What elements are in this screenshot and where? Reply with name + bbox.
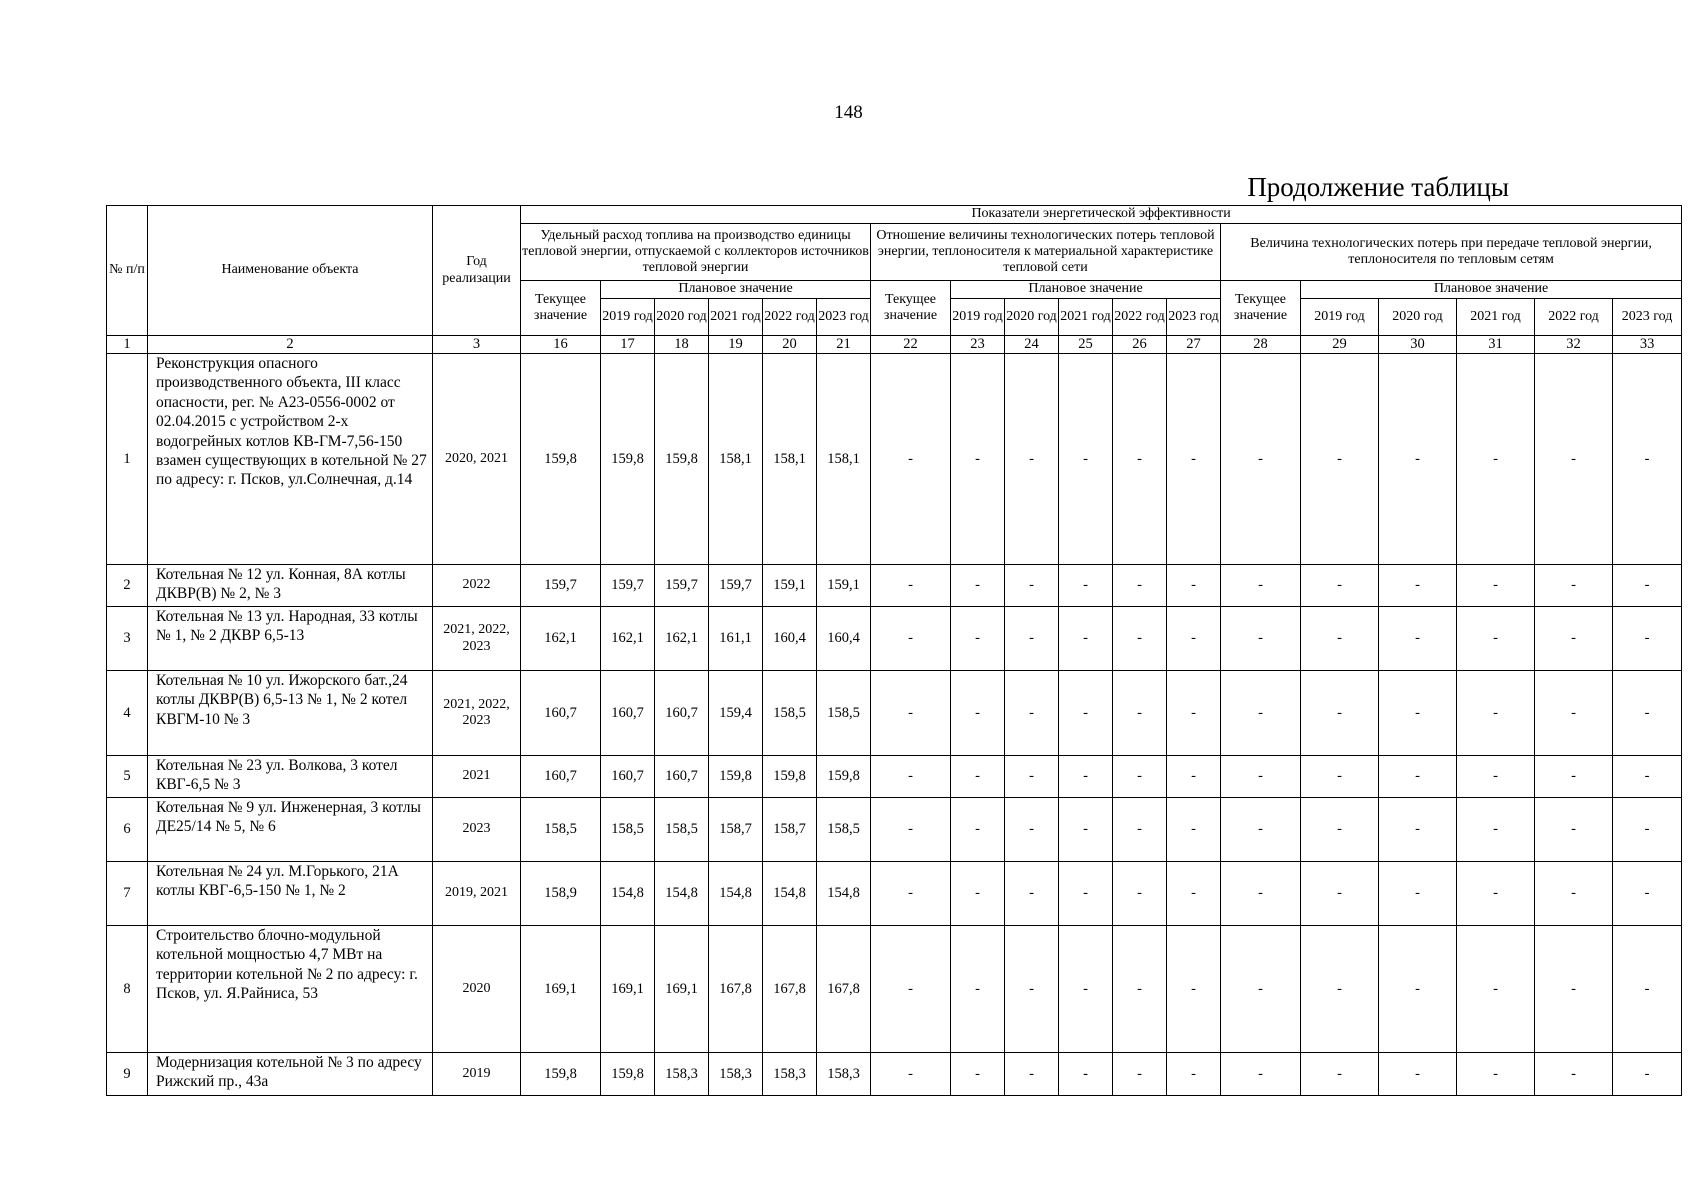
table-body	[107, 206, 1682, 1096]
column-number: 1	[107, 336, 148, 354]
indicator-value: 158,7	[763, 798, 817, 862]
indicator-value: -	[1167, 1053, 1221, 1096]
indicator-value: -	[871, 354, 951, 565]
indicator-value: -	[1613, 1053, 1682, 1096]
implementation-year: 2021, 2022, 2023	[433, 607, 521, 671]
header-fuel-consumption: Удельный расход топлива на производство единицы тепловой энергии, отпускаемой с коллекторов источников тепловой энергии	[521, 224, 871, 281]
indicator-value: -	[951, 798, 1005, 862]
indicator-value: -	[1113, 671, 1167, 756]
indicator-value: -	[1221, 1053, 1301, 1096]
indicator-value: -	[1167, 354, 1221, 565]
indicator-value: -	[1535, 671, 1613, 756]
header-planned-1: Плановое значение	[601, 281, 871, 299]
indicator-value: -	[1301, 671, 1379, 756]
column-number: 27	[1167, 336, 1221, 354]
indicator-value: 154,8	[601, 862, 655, 926]
indicator-value: -	[1113, 926, 1167, 1053]
indicator-value: 159,1	[763, 565, 817, 607]
indicator-value: -	[1535, 607, 1613, 671]
indicator-value: -	[1457, 607, 1535, 671]
column-number: 20	[763, 336, 817, 354]
indicator-value: -	[1167, 798, 1221, 862]
indicator-value: 158,3	[655, 1053, 709, 1096]
header-year-2023: 2023 год	[817, 299, 871, 336]
indicator-value: 162,1	[655, 607, 709, 671]
indicator-value: 158,5	[817, 671, 871, 756]
implementation-year: 2023	[433, 798, 521, 862]
indicator-value: -	[1005, 565, 1059, 607]
column-number: 30	[1379, 336, 1457, 354]
indicator-value: 167,8	[817, 926, 871, 1053]
header-current-2: Текущее значение	[871, 281, 951, 336]
implementation-year: 2022	[433, 565, 521, 607]
row-number: 8	[107, 926, 148, 1053]
column-number: 25	[1059, 336, 1113, 354]
column-number: 23	[951, 336, 1005, 354]
indicator-value: 158,5	[763, 671, 817, 756]
indicator-value: -	[1113, 607, 1167, 671]
indicator-value: -	[1167, 607, 1221, 671]
indicator-value: -	[1457, 926, 1535, 1053]
indicator-value: 159,8	[521, 354, 601, 565]
indicator-value: -	[1059, 862, 1113, 926]
indicator-value: 159,8	[601, 1053, 655, 1096]
indicator-value: 159,7	[521, 565, 601, 607]
indicator-value: -	[1059, 798, 1113, 862]
indicator-value: -	[1005, 756, 1059, 798]
indicator-value: -	[1005, 671, 1059, 756]
indicator-value: -	[1379, 862, 1457, 926]
implementation-year: 2019, 2021	[433, 862, 521, 926]
indicator-value: -	[1301, 756, 1379, 798]
row-number: 3	[107, 607, 148, 671]
implementation-year: 2019	[433, 1053, 521, 1096]
indicator-value: -	[1457, 354, 1535, 565]
header-current-3: Текущее значение	[1221, 281, 1301, 336]
indicator-value: -	[951, 756, 1005, 798]
header-num: № п/п	[107, 206, 148, 336]
table-row	[107, 354, 1682, 565]
object-name: Котельная № 13 ул. Народная, 33 котлы № 1, № 2 ДКВР 6,5-13	[148, 607, 433, 671]
indicator-value: 159,1	[817, 565, 871, 607]
header-year-2023: 2023 год	[1613, 299, 1682, 336]
indicator-value: -	[1221, 756, 1301, 798]
indicator-value: -	[1301, 1053, 1379, 1096]
indicator-value: -	[1221, 926, 1301, 1053]
indicator-value: 160,7	[601, 756, 655, 798]
indicator-value: 159,7	[655, 565, 709, 607]
indicator-value: -	[871, 607, 951, 671]
header-year-2022: 2022 год	[1113, 299, 1167, 336]
indicator-value: 160,4	[817, 607, 871, 671]
indicator-value: -	[871, 862, 951, 926]
header-year-2022: 2022 год	[1535, 299, 1613, 336]
indicator-value: 160,7	[521, 756, 601, 798]
indicator-value: 159,7	[601, 565, 655, 607]
indicator-value: -	[1535, 862, 1613, 926]
column-number: 19	[709, 336, 763, 354]
header-loss-ratio: Отношение величины технологических потерь тепловой энергии, теплоносителя к материальной характеристике тепловой сети	[871, 224, 1221, 281]
indicator-value: -	[1113, 798, 1167, 862]
energy-efficiency-table	[106, 205, 1682, 1096]
indicator-value: -	[1059, 671, 1113, 756]
indicator-value: -	[1613, 862, 1682, 926]
indicator-value: -	[951, 926, 1005, 1053]
page-number: 148	[834, 102, 863, 123]
indicator-value: -	[1535, 798, 1613, 862]
indicator-value: 159,7	[709, 565, 763, 607]
indicator-value: 154,8	[763, 862, 817, 926]
indicator-value: -	[1005, 607, 1059, 671]
object-name: Котельная № 10 ул. Ижорского бат.,24 котлы ДКВР(В) 6,5-13 № 1, № 2 котел КВГМ-10 № 3	[148, 671, 433, 756]
indicator-value: -	[871, 798, 951, 862]
indicator-value: -	[1059, 607, 1113, 671]
indicator-value: -	[1535, 1053, 1613, 1096]
indicator-value: 158,1	[709, 354, 763, 565]
indicator-value: -	[1613, 798, 1682, 862]
indicator-value: -	[1167, 671, 1221, 756]
indicator-value: 158,1	[763, 354, 817, 565]
implementation-year: 2020	[433, 926, 521, 1053]
header-year-2020: 2020 год	[655, 299, 709, 336]
indicator-value: -	[951, 671, 1005, 756]
implementation-year: 2021	[433, 756, 521, 798]
indicator-value: -	[951, 1053, 1005, 1096]
indicator-value: 158,5	[601, 798, 655, 862]
header-planned-3: Плановое значение	[1301, 281, 1682, 299]
indicator-value: -	[951, 862, 1005, 926]
column-number: 2	[148, 336, 433, 354]
indicator-value: -	[1613, 354, 1682, 565]
header-year-2021: 2021 год	[1059, 299, 1113, 336]
column-number-row	[107, 336, 1682, 354]
indicator-value: 169,1	[601, 926, 655, 1053]
column-number: 31	[1457, 336, 1535, 354]
indicator-value: -	[1221, 798, 1301, 862]
implementation-year: 2020, 2021	[433, 354, 521, 565]
row-number: 1	[107, 354, 148, 565]
indicator-value: 154,8	[709, 862, 763, 926]
indicator-value: -	[1613, 565, 1682, 607]
indicator-value: -	[1301, 565, 1379, 607]
object-name: Котельная № 24 ул. М.Горького, 21А котлы КВГ-6,5-150 № 1, № 2	[148, 862, 433, 926]
indicator-value: -	[1613, 756, 1682, 798]
column-number: 24	[1005, 336, 1059, 354]
header-name: Наименование объекта	[148, 206, 433, 336]
indicator-value: -	[1005, 926, 1059, 1053]
indicator-value: -	[1457, 756, 1535, 798]
indicator-value: 159,8	[817, 756, 871, 798]
indicator-value: 158,3	[763, 1053, 817, 1096]
indicator-value: -	[871, 1053, 951, 1096]
row-number: 7	[107, 862, 148, 926]
implementation-year: 2021, 2022, 2023	[433, 671, 521, 756]
indicator-value: 158,5	[521, 798, 601, 862]
row-number: 6	[107, 798, 148, 862]
indicator-value: -	[1535, 565, 1613, 607]
indicator-value: 158,7	[709, 798, 763, 862]
indicator-value: -	[1379, 1053, 1457, 1096]
column-number: 32	[1535, 336, 1613, 354]
header-year-2022: 2022 год	[763, 299, 817, 336]
table-row	[107, 798, 1682, 862]
object-name: Модернизация котельной № 3 по адресу Рижский пр., 43а	[148, 1053, 433, 1096]
header-year: Год реализации	[433, 206, 521, 336]
indicator-value: 167,8	[763, 926, 817, 1053]
indicator-value: 160,7	[601, 671, 655, 756]
indicator-value: 162,1	[521, 607, 601, 671]
indicator-value: 160,4	[763, 607, 817, 671]
indicator-value: -	[951, 607, 1005, 671]
indicator-value: -	[1221, 565, 1301, 607]
indicator-value: 159,8	[763, 756, 817, 798]
indicator-value: -	[1379, 926, 1457, 1053]
indicator-value: -	[1379, 354, 1457, 565]
column-number: 16	[521, 336, 601, 354]
indicator-value: -	[1005, 862, 1059, 926]
header-current-1: Текущее значение	[521, 281, 601, 336]
object-name: Котельная № 12 ул. Конная, 8А котлы ДКВР(В) № 2, № 3	[148, 565, 433, 607]
header-year-2023: 2023 год	[1167, 299, 1221, 336]
indicator-value: -	[1005, 798, 1059, 862]
indicator-value: 158,1	[817, 354, 871, 565]
indicator-value: -	[1059, 354, 1113, 565]
indicator-value: -	[1457, 565, 1535, 607]
indicator-value: -	[1005, 354, 1059, 565]
indicator-value: 158,5	[817, 798, 871, 862]
column-number: 22	[871, 336, 951, 354]
indicator-value: 161,1	[709, 607, 763, 671]
column-number: 28	[1221, 336, 1301, 354]
indicator-value: -	[1059, 756, 1113, 798]
indicator-value: -	[871, 671, 951, 756]
indicator-value: -	[1613, 926, 1682, 1053]
object-name: Котельная № 9 ул. Инженерная, 3 котлы ДЕ25/14 № 5, № 6	[148, 798, 433, 862]
indicator-value: -	[1113, 756, 1167, 798]
table-row	[107, 1053, 1682, 1096]
indicator-value: 160,7	[655, 756, 709, 798]
object-name: Реконструкция опасного производственного объекта, III класс опасности, рег. № А23-0556-0002 от 02.04.2015 с устройством 2-х водогрейных котлов КВ-ГМ-7,56-150 взамен существующих в котельной № 27 по адресу: г. Псков, ул.Солнечная, д.14	[148, 354, 433, 565]
header-planned-2: Плановое значение	[951, 281, 1221, 299]
indicator-value: -	[1113, 1053, 1167, 1096]
indicator-value: -	[1167, 756, 1221, 798]
row-number: 2	[107, 565, 148, 607]
indicator-value: -	[1301, 862, 1379, 926]
indicator-value: -	[871, 565, 951, 607]
table-row	[107, 926, 1682, 1053]
indicator-value: -	[1301, 354, 1379, 565]
object-name: Котельная № 23 ул. Волкова, 3 котел КВГ-6,5 № 3	[148, 756, 433, 798]
object-name: Строительство блочно-модульной котельной мощностью 4,7 МВт на территории котельной № 2 по адресу: г. Псков, ул. Я.Райниса, 53	[148, 926, 433, 1053]
indicator-value: 159,4	[709, 671, 763, 756]
indicator-value: -	[1379, 671, 1457, 756]
indicator-value: -	[1613, 671, 1682, 756]
indicator-value: 159,8	[601, 354, 655, 565]
table-row	[107, 607, 1682, 671]
column-number: 21	[817, 336, 871, 354]
row-number: 5	[107, 756, 148, 798]
indicator-value: -	[951, 354, 1005, 565]
indicator-value: -	[1457, 798, 1535, 862]
indicator-value: -	[1301, 926, 1379, 1053]
indicator-value: -	[1059, 565, 1113, 607]
indicator-value: -	[1379, 798, 1457, 862]
column-number: 18	[655, 336, 709, 354]
indicator-value: 169,1	[655, 926, 709, 1053]
header-year-2020: 2020 год	[1005, 299, 1059, 336]
indicator-value: -	[1113, 862, 1167, 926]
indicator-value: 154,8	[655, 862, 709, 926]
indicator-value: -	[871, 926, 951, 1053]
header-technological-losses: Величина технологических потерь при передаче тепловой энергии, теплоносителя по тепловым сетям	[1221, 224, 1682, 281]
indicator-value: 159,8	[655, 354, 709, 565]
indicator-value: -	[1221, 354, 1301, 565]
header-group: Показатели энергетической эффективности	[521, 206, 1682, 224]
indicator-value: -	[1221, 671, 1301, 756]
indicator-value: 154,8	[817, 862, 871, 926]
indicator-value: -	[1301, 607, 1379, 671]
indicator-value: -	[1059, 1053, 1113, 1096]
row-number: 4	[107, 671, 148, 756]
indicator-value: -	[1167, 565, 1221, 607]
indicator-value: -	[1113, 565, 1167, 607]
indicator-value: -	[1379, 756, 1457, 798]
column-number: 26	[1113, 336, 1167, 354]
indicator-value: 169,1	[521, 926, 601, 1053]
header-year-2021: 2021 год	[1457, 299, 1535, 336]
indicator-value: -	[1113, 354, 1167, 565]
header-year-2019: 2019 год	[601, 299, 655, 336]
header-year-2021: 2021 год	[709, 299, 763, 336]
row-number: 9	[107, 1053, 148, 1096]
indicator-value: 159,8	[709, 756, 763, 798]
table-row	[107, 565, 1682, 607]
indicator-value: -	[1379, 607, 1457, 671]
indicator-value: 162,1	[601, 607, 655, 671]
header-year-2020: 2020 год	[1379, 299, 1457, 336]
indicator-value: 158,9	[521, 862, 601, 926]
table-row	[107, 756, 1682, 798]
indicator-value: -	[951, 565, 1005, 607]
indicator-value: 160,7	[655, 671, 709, 756]
indicator-value: -	[1379, 565, 1457, 607]
indicator-value: -	[1059, 926, 1113, 1053]
header-year-2019: 2019 год	[1301, 299, 1379, 336]
indicator-value: 160,7	[521, 671, 601, 756]
indicator-value: -	[1221, 862, 1301, 926]
table-row	[107, 671, 1682, 756]
indicator-value: 158,3	[817, 1053, 871, 1096]
indicator-value: -	[1535, 926, 1613, 1053]
indicator-value: -	[1167, 926, 1221, 1053]
indicator-value: -	[871, 756, 951, 798]
indicator-value: -	[1301, 798, 1379, 862]
column-number: 33	[1613, 336, 1682, 354]
indicator-value: -	[1457, 862, 1535, 926]
indicator-value: -	[1457, 1053, 1535, 1096]
continuation-title: Продолжение таблицы	[1247, 172, 1509, 202]
indicator-value: -	[1535, 756, 1613, 798]
indicator-value: -	[1535, 354, 1613, 565]
indicator-value: -	[1221, 607, 1301, 671]
indicator-value: 158,3	[709, 1053, 763, 1096]
table-row	[107, 862, 1682, 926]
indicator-value: -	[1167, 862, 1221, 926]
indicator-value: 159,8	[521, 1053, 601, 1096]
indicator-value: -	[1457, 671, 1535, 756]
column-number: 3	[433, 336, 521, 354]
indicator-value: -	[1613, 607, 1682, 671]
indicator-value: 158,5	[655, 798, 709, 862]
indicator-value: 167,8	[709, 926, 763, 1053]
indicator-value: -	[1005, 1053, 1059, 1096]
column-number: 29	[1301, 336, 1379, 354]
column-number: 17	[601, 336, 655, 354]
header-year-2019: 2019 год	[951, 299, 1005, 336]
